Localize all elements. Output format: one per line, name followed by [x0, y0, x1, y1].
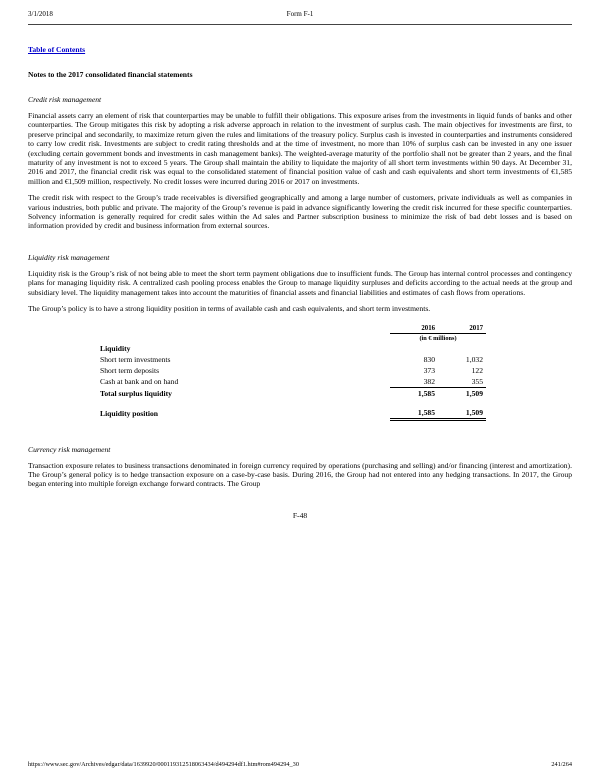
row-label: Cash at bank and on hand — [100, 377, 179, 386]
table-row — [100, 376, 486, 388]
position-label: Liquidity position — [100, 409, 159, 418]
print-header — [28, 10, 572, 22]
total-value-2016: 1,585 — [417, 388, 435, 398]
footer-url: https://www.sec.gov/Archives/edgar/data/1639920/000119312518063434/d494294df1.htm#rom494294_30 — [28, 761, 299, 768]
table-col-2016: 2016 — [390, 324, 438, 334]
header-date: 3/1/2018 — [28, 10, 53, 18]
row-value-2016: 830 — [423, 354, 435, 364]
table-total-row — [100, 387, 486, 399]
section-heading-liquidity-risk: Liquidity risk management — [28, 252, 110, 262]
section-heading-credit-risk: Credit risk management — [28, 95, 102, 104]
row-label: Short term investments — [100, 354, 171, 364]
sheet-number: F-48 — [292, 510, 308, 520]
table-section-row — [100, 343, 486, 354]
liquidity-risk-paragraph-1: Liquidity risk is the Group’s risk of not being able to meet the short term payment obligations due to insufficient funds. The Group has internal control processes and contingency plans for managing liquidity risk. A centralized cash pooling process enables the Group to manage liquidity surpluses and deficits according to the actual needs at the group and subsidiary level. The liquidity management takes into account the maturities of financial assets and financial liabilities and estimates of cash flows from operations. — [28, 268, 572, 297]
table-units-row — [100, 333, 486, 343]
credit-risk-paragraph-1: Financial assets carry an element of risk that counterparties may be unable to fulfill their obligations. This exposure arises from the investments in liquid funds of banks and other counterparties. The Group mitigates this risk by adopting a risk adverse approach in relation to the investment of surplus cash. The main objectives for investments are first, to preserve principal and secondarily, to maximize return given the rules and limitations of the treasury policy. Surplus cash is invested in counterparties and instruments considered to carry low credit risk. Investments are subject to credit rating thresholds and at the time of investment, no more than 10% of surplus cash can be invested in any one issuer (excluding certain government bonds and investments in cash management banks). The weighted-average maturity of the portfolio shall not be greater than 2 years, and the final maturity of any investment is not to exceed 5 years. The Group shall maintain the ability to liquidate the majority of all short term investments within 90 days. At December 31, 2016 and 2017, the financial credit risk was equal to the consolidated statement of financial position value of cash and cash equivalents and short term investments of €1,585 million and €1,509 million, respectively. No credit losses were incurred during 2016 or 2017 on investments. — [28, 111, 572, 186]
position-value-2017: 1,509 — [438, 407, 486, 420]
table-section-label: Liquidity — [100, 343, 131, 353]
table-row — [100, 354, 486, 365]
table-col-2017: 2017 — [438, 324, 486, 334]
row-value-2016: 373 — [423, 365, 435, 375]
header-form-title: Form F-1 — [286, 10, 314, 18]
total-label: Total surplus liquidity — [100, 388, 172, 398]
row-value-2016: 382 — [390, 376, 438, 388]
table-row — [100, 365, 486, 376]
table-spacer-row — [100, 399, 486, 407]
currency-risk-paragraph-1: Transaction exposure relates to business transactions denominated in foreign currency required by operations (purchasing and selling) and/or financing (interest and amortization). The Group’s general policy is to hedge transaction exposure on a case-by-case basis. During 2016, the Group had not entered into any hedging transactions. In 2017, the Group began entering into multiple foreign exchange forward contracts. The Group — [28, 460, 572, 489]
position-value-2016: 1,585 — [390, 407, 438, 420]
footer-page-indicator: 241/264 — [551, 761, 572, 768]
table-units-label: (in € millions) — [419, 334, 457, 342]
liquidity-risk-paragraph-2: The Group’s policy is to have a strong liquidity position in terms of available cash and cash equivalents, and short term investments. — [28, 304, 431, 314]
header-divider — [28, 24, 572, 25]
notes-title: Notes to the 2017 consolidated financial statements — [28, 70, 193, 79]
row-label: Short term deposits — [100, 365, 160, 375]
section-heading-currency-risk: Currency risk management — [28, 444, 111, 454]
table-of-contents-link[interactable]: Table of Contents — [28, 45, 86, 54]
credit-risk-paragraph-2: The credit risk with respect to the Group’s trade receivables is diversified geographically and among a large number of customers, private individuals as well as companies in various industries, both public and private. The majority of the Group’s revenue is paid in advance significantly lowering the credit risk incurred for these specific counterparties. Solvency information is generally required for credit sales within the Ad sales and Partner subscription business to minimize the risk of bad debt losses and is based on information provided by credit and business information from external sources. — [28, 193, 572, 231]
print-footer — [28, 761, 572, 768]
table-position-row — [100, 407, 486, 420]
table-header-row — [100, 324, 486, 334]
row-value-2017: 122 — [471, 365, 483, 375]
row-value-2017: 355 — [438, 376, 486, 388]
row-value-2017: 1,032 — [465, 354, 483, 364]
liquidity-table — [100, 324, 486, 421]
total-value-2017: 1,509 — [465, 388, 483, 398]
